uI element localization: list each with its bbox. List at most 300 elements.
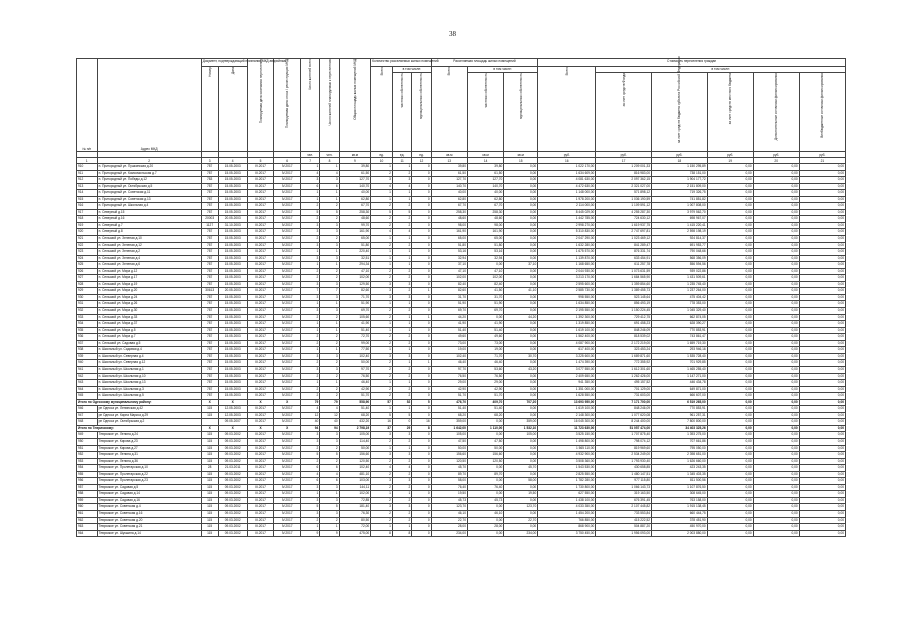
value-cell: 649 871,00 <box>652 386 708 393</box>
value-cell: 5 <box>320 452 339 459</box>
value-cell: IV.2017 <box>274 432 301 439</box>
value-cell: 19,00 <box>467 347 503 354</box>
value-cell: 0,00 <box>504 222 538 229</box>
value-cell: 2 <box>371 275 393 282</box>
value-cell: 129,50 <box>339 281 370 288</box>
value-cell: III.2017 <box>247 190 274 197</box>
value-cell: 504 887,20 <box>596 524 652 531</box>
value-cell: 1 <box>392 190 411 197</box>
value-cell: 741 851,82 <box>652 196 708 203</box>
value-cell: 0,00 <box>707 366 753 373</box>
subtotal-cell: 0,00 <box>707 425 753 432</box>
value-cell: 0 <box>412 366 431 373</box>
value-cell: 5 <box>392 412 411 419</box>
value-cell: 0,00 <box>799 242 845 249</box>
value-cell: 1 <box>392 327 411 334</box>
row-number-cell: 949 <box>77 432 98 439</box>
value-cell: 40,00 <box>467 190 503 197</box>
value-cell: 3 <box>371 452 393 459</box>
value-cell: 0,00 <box>504 177 538 184</box>
value-cell: 105,00 <box>339 432 370 439</box>
value-cell: 0,00 <box>504 190 538 197</box>
row-number-cell: 930 <box>77 294 98 301</box>
value-cell: 0,00 <box>504 268 538 275</box>
value-cell: 3 <box>300 366 319 373</box>
subtotal-cell: X <box>218 425 247 432</box>
value-cell: III.2017 <box>247 524 274 531</box>
row-number-cell: 924 <box>77 255 98 262</box>
value-cell: III.2017 <box>247 386 274 393</box>
value-cell: 787 <box>201 386 218 393</box>
value-cell: 102,40 <box>339 353 370 360</box>
value-cell: IV.2017 <box>274 281 301 288</box>
address-cell: п. Пригородный ул. Пушкинская д.20 <box>97 164 201 171</box>
value-cell: 1 319 850,00 <box>538 321 596 328</box>
value-cell: 53,16 <box>467 249 503 256</box>
value-cell: 8 445 029,00 <box>538 209 596 216</box>
value-cell: 98,00 <box>467 222 503 229</box>
value-cell: 0,00 <box>753 321 799 328</box>
subtotal-cell: X <box>201 399 218 406</box>
value-cell: 3 750 450,00 <box>538 530 596 537</box>
value-cell: 3 <box>300 432 319 439</box>
value-cell: 0,00 <box>753 216 799 223</box>
value-cell: 415 222,52 <box>596 517 652 524</box>
value-cell: 0,00 <box>707 229 753 236</box>
column-number-cell: 14 <box>467 158 503 164</box>
value-cell: 977 115,80 <box>596 478 652 485</box>
value-cell: 571 898,12 <box>596 190 652 197</box>
value-cell: 15.05.2003 <box>218 321 247 328</box>
value-cell: 2 <box>300 373 319 380</box>
value-cell: 2 <box>392 393 411 400</box>
value-cell: 1 634 609,00 <box>538 170 596 177</box>
value-cell: 1 147 271,00 <box>652 373 708 380</box>
value-cell: 115 <box>201 438 218 445</box>
value-cell: 0,00 <box>799 340 845 347</box>
value-cell: 16 045 300,00 <box>538 419 596 426</box>
value-cell: 0 <box>412 452 431 459</box>
value-cell: 31,70 <box>431 294 467 301</box>
row-number-cell: 921 <box>77 236 98 243</box>
value-cell: 787 <box>201 242 218 249</box>
value-cell: 1 454 200,00 <box>538 510 596 517</box>
value-cell: 1 <box>371 190 393 197</box>
value-cell: 3 525 150,00 <box>538 432 596 439</box>
value-cell: III.2017 <box>247 209 274 216</box>
value-cell: 3 <box>320 242 339 249</box>
value-cell: 49,60 <box>467 334 503 341</box>
value-cell: 0,00 <box>799 393 845 400</box>
value-cell: 0,00 <box>753 229 799 236</box>
value-cell: 140,70 <box>339 183 370 190</box>
value-cell: 0,00 <box>799 517 845 524</box>
value-cell: 76,50 <box>467 373 503 380</box>
value-cell: 1 235 745,40 <box>652 281 708 288</box>
value-cell: 2 321 027,00 <box>596 183 652 190</box>
value-cell: 156,60 <box>431 452 467 459</box>
value-cell: 09.05.2007 <box>218 419 247 426</box>
value-cell: 0,00 <box>707 242 753 249</box>
value-cell: 3 <box>300 510 319 517</box>
value-cell: IV.2017 <box>274 190 301 197</box>
value-cell: 2 <box>371 216 393 223</box>
value-cell: 790 048,66 <box>652 249 708 256</box>
value-cell: 0,00 <box>799 373 845 380</box>
row-number-cell: 959 <box>77 497 98 504</box>
value-cell: 48,60 <box>431 216 467 223</box>
unit-cell: руб. <box>799 152 845 158</box>
unit-cell: кв.м <box>431 152 467 158</box>
value-cell: 0,00 <box>504 196 538 203</box>
value-cell: 40,00 <box>339 190 370 197</box>
value-cell: 0,00 <box>753 419 799 426</box>
value-cell: 0,00 <box>753 478 799 485</box>
value-cell: 1 <box>412 360 431 367</box>
value-cell: 0,00 <box>799 294 845 301</box>
value-cell: 2 <box>392 438 411 445</box>
value-cell: 67,70 <box>431 203 467 210</box>
row-number-cell: 915 <box>77 196 98 203</box>
value-cell: 8 <box>392 530 411 537</box>
value-cell: 0,00 <box>707 249 753 256</box>
value-cell: 0,00 <box>504 327 538 334</box>
value-cell: 0,00 <box>753 360 799 367</box>
value-cell: 6 <box>300 478 319 485</box>
value-cell: 53,16 <box>431 249 467 256</box>
value-cell: 65,00 <box>431 236 467 243</box>
value-cell: 787 <box>201 281 218 288</box>
value-cell: 2 <box>320 203 339 210</box>
value-cell: 0,00 <box>753 432 799 439</box>
value-cell: 19,50 <box>504 491 538 498</box>
value-cell: 0,00 <box>799 353 845 360</box>
value-cell: 09.03.2002 <box>218 452 247 459</box>
value-cell: 0,00 <box>753 452 799 459</box>
value-cell: 30613 <box>201 288 218 295</box>
subtotal-cell: 94 <box>300 425 319 432</box>
value-cell: 0 <box>412 471 431 478</box>
value-cell: 0,00 <box>707 183 753 190</box>
value-cell: 0,00 <box>707 262 753 269</box>
value-cell: 2 <box>320 373 339 380</box>
row-number-cell: 961 <box>77 510 98 517</box>
value-cell: III.2017 <box>247 275 274 282</box>
value-cell: 3 979 562,70 <box>652 209 708 216</box>
value-cell: 2 <box>371 510 393 517</box>
value-cell: 0 <box>412 301 431 308</box>
value-cell: 0,00 <box>707 340 753 347</box>
value-cell: 1 659 719,30 <box>652 340 708 347</box>
value-cell: 7 <box>320 288 339 295</box>
subtotal-cell: 0,00 <box>707 399 753 406</box>
value-cell: 0,00 <box>753 491 799 498</box>
value-cell: 816 983,00 <box>596 170 652 177</box>
subtotal-label: Итого по Тевризскому: <box>77 425 202 432</box>
value-cell: 1 <box>320 196 339 203</box>
value-cell: 161,90 <box>431 229 467 236</box>
value-cell: 3 <box>371 281 393 288</box>
value-cell: 1 <box>320 347 339 354</box>
value-cell: 32,94 <box>467 255 503 262</box>
value-cell: IV.2017 <box>274 314 301 321</box>
value-cell: 37,10 <box>431 262 467 269</box>
row-number-cell: 963 <box>77 524 98 531</box>
header-cost-incl: в том числе: <box>596 67 846 73</box>
value-cell: 61,50 <box>431 170 467 177</box>
value-cell: 1 345 403,35 <box>652 471 708 478</box>
subtotal-cell: 51 057 474,00 <box>596 425 652 432</box>
value-cell: 4 <box>300 406 319 413</box>
value-cell: 1 <box>371 406 393 413</box>
value-cell: 0,00 <box>707 380 753 387</box>
value-cell: 0,00 <box>799 190 845 197</box>
header-rooms-total: Всего <box>371 67 393 152</box>
value-cell: 2 534 249,00 <box>596 452 652 459</box>
row-number-cell: 919 <box>77 222 98 229</box>
row-number-cell: 914 <box>77 190 98 197</box>
row-number-cell: 910 <box>77 164 98 171</box>
value-cell: 1 <box>392 524 411 531</box>
value-cell: 0,00 <box>504 510 538 517</box>
value-cell: 0,00 <box>753 340 799 347</box>
value-cell: 0,00 <box>504 393 538 400</box>
value-cell: 787 <box>201 314 218 321</box>
value-cell: 3 <box>300 242 319 249</box>
value-cell: 666 607,00 <box>652 393 708 400</box>
value-cell: 0,00 <box>504 452 538 459</box>
address-cell: Тевризкое ул. Пролетарская д.10 <box>97 465 201 472</box>
value-cell: 1 626 660,00 <box>652 458 708 465</box>
value-cell: 0,00 <box>707 419 753 426</box>
value-cell: 50,00 <box>467 445 503 452</box>
value-cell: 787 <box>201 209 218 216</box>
value-cell: 2 <box>371 308 393 315</box>
value-cell: III.2017 <box>247 183 274 190</box>
value-cell: 1 <box>300 190 319 197</box>
subtotal-cell: 8 <box>412 425 431 432</box>
value-cell: 3 <box>320 177 339 184</box>
value-cell: III.2017 <box>247 281 274 288</box>
value-cell: 82,40 <box>431 281 467 288</box>
subtotal-cell: 13 693 950,00 <box>538 399 596 406</box>
row-number-cell: 912 <box>77 177 98 184</box>
value-cell: III.2017 <box>247 406 274 413</box>
value-cell: 1 793 930,40 <box>596 458 652 465</box>
value-cell: 0,00 <box>707 164 753 171</box>
value-cell: 0,00 <box>753 255 799 262</box>
value-cell: 0,00 <box>504 242 538 249</box>
value-cell: 234,00 <box>504 530 538 537</box>
value-cell: 0,00 <box>799 491 845 498</box>
value-cell: 876 331,74 <box>596 249 652 256</box>
value-cell: 1 <box>392 196 411 203</box>
value-cell: 628 390,27 <box>652 321 708 328</box>
value-cell: 3 <box>300 229 319 236</box>
value-cell: 1 <box>300 196 319 203</box>
value-cell: 0,00 <box>753 222 799 229</box>
value-cell: 0,00 <box>753 275 799 282</box>
value-cell: 0,00 <box>799 478 845 485</box>
row-number-cell: 954 <box>77 465 98 472</box>
value-cell: 102,00 <box>467 275 503 282</box>
value-cell: 0,00 <box>753 347 799 354</box>
value-cell: 115 <box>201 484 218 491</box>
value-cell: 6 <box>300 183 319 190</box>
value-cell: 31.10.2003 <box>218 222 247 229</box>
value-cell: III.2017 <box>247 262 274 269</box>
value-cell: 0,00 <box>504 438 538 445</box>
value-cell: 51,90 <box>339 301 370 308</box>
value-cell: III.2017 <box>247 334 274 341</box>
value-cell: 3 <box>300 222 319 229</box>
value-cell: 1 <box>371 262 393 269</box>
value-cell: 0,00 <box>753 504 799 511</box>
value-cell: 2 <box>392 517 411 524</box>
value-cell: 3 <box>300 438 319 445</box>
value-cell: 0,00 <box>707 393 753 400</box>
value-cell: 46,10 <box>467 510 503 517</box>
value-cell: 0 <box>412 478 431 485</box>
value-cell: 4 <box>371 465 393 472</box>
value-cell: 0,00 <box>504 183 538 190</box>
value-cell: 115 <box>201 412 218 419</box>
address-cell: Тевризкое ул. Кирова д.27 <box>97 445 201 452</box>
value-cell: 1 <box>300 321 319 328</box>
value-cell: III.2017 <box>247 288 274 295</box>
value-cell: 0,00 <box>799 471 845 478</box>
address-cell: Тевризкое ул. Советская д.4 <box>97 504 201 511</box>
value-cell: 0 <box>412 353 431 360</box>
value-cell: 0 <box>412 347 431 354</box>
value-cell: 724 630,12 <box>596 216 652 223</box>
address-cell: п. Пригородный ул. Победы д.12 <box>97 177 201 184</box>
value-cell: 3 <box>392 504 411 511</box>
value-cell: 0,00 <box>504 301 538 308</box>
value-cell: 738 151,00 <box>652 170 708 177</box>
value-cell: 475,00 <box>339 530 370 537</box>
value-cell: 15.05.2003 <box>218 301 247 308</box>
value-cell: 1 <box>320 190 339 197</box>
value-cell: 475 404,42 <box>652 294 708 301</box>
value-cell: 0,00 <box>504 360 538 367</box>
value-cell: 42,90 <box>431 386 467 393</box>
value-cell: 0,00 <box>504 203 538 210</box>
value-cell: 787 <box>201 321 218 328</box>
value-cell: 105,60 <box>339 314 370 321</box>
value-cell: 2 <box>392 366 411 373</box>
subtotal-cell: 29 <box>392 425 411 432</box>
value-cell: 0,00 <box>707 458 753 465</box>
value-cell: 2 <box>300 314 319 321</box>
value-cell: 0,00 <box>707 347 753 354</box>
header-doc-date: Дата <box>218 67 247 152</box>
value-cell: 0,00 <box>753 177 799 184</box>
value-cell: 99,00 <box>339 340 370 347</box>
value-cell: 15.05.2003 <box>218 327 247 334</box>
row-number-cell: 956 <box>77 478 98 485</box>
value-cell: 1 474 390,00 <box>538 360 596 367</box>
value-cell: 105,00 <box>431 432 467 439</box>
value-cell: 258,30 <box>339 209 370 216</box>
value-cell: 0 <box>412 222 431 229</box>
value-cell: 4 <box>320 471 339 478</box>
value-cell: 0,00 <box>467 465 503 472</box>
subtotal-cell: 558,90 <box>339 399 370 406</box>
value-cell: 1 <box>392 406 411 413</box>
value-cell: III.2017 <box>247 229 274 236</box>
value-cell: 0,00 <box>707 353 753 360</box>
value-cell: 2 <box>320 340 339 347</box>
value-cell: 09.03.2002 <box>218 491 247 498</box>
value-cell: III.2017 <box>247 321 274 328</box>
value-cell: 787 <box>201 183 218 190</box>
value-cell: 15.05.2003 <box>218 164 247 171</box>
value-cell: 40 <box>320 419 339 426</box>
value-cell: 2 <box>371 334 393 341</box>
value-cell: 99,70 <box>339 222 370 229</box>
value-cell: 1 442 785,00 <box>538 216 596 223</box>
value-cell: 0,00 <box>799 412 845 419</box>
value-cell: IV.2017 <box>274 452 301 459</box>
value-cell: 2 <box>320 393 339 400</box>
value-cell: IV.2017 <box>274 249 301 256</box>
value-cell: IV.2017 <box>274 386 301 393</box>
value-cell: 556 594,56 <box>652 262 708 269</box>
value-cell: 2 <box>300 393 319 400</box>
value-cell: 0,00 <box>753 445 799 452</box>
value-cell: 1 073 631,59 <box>596 268 652 275</box>
value-cell: 1 730 800,00 <box>538 484 596 491</box>
value-cell: 0,00 <box>799 432 845 439</box>
address-cell: п. Сельский ул. Мира д.19 <box>97 281 201 288</box>
address-cell: рп Одесса ул. Ленинская д.42 <box>97 406 201 413</box>
value-cell: 795 050,00 <box>652 445 708 452</box>
value-cell: 1 612 301,60 <box>596 366 652 373</box>
value-cell: 0 <box>412 393 431 400</box>
header-address: Адрес МКД <box>97 59 201 152</box>
value-cell: 16 <box>412 419 431 426</box>
value-cell: 15.05.2003 <box>218 203 247 210</box>
value-cell: 0,00 <box>504 484 538 491</box>
value-cell: 156,60 <box>339 452 370 459</box>
subtotal-cell: X <box>247 425 274 432</box>
value-cell: 0,00 <box>753 327 799 334</box>
value-cell: 2 <box>392 386 411 393</box>
value-cell: 0,00 <box>467 504 503 511</box>
address-cell: п. Сельский ул. Зеленая д.6 <box>97 262 201 269</box>
value-cell: 5 <box>392 209 411 216</box>
value-cell: 2 151 809,00 <box>652 183 708 190</box>
value-cell: IV.2017 <box>274 209 301 216</box>
value-cell: 0,00 <box>753 386 799 393</box>
value-cell: 3 <box>300 281 319 288</box>
value-cell: 4 472 630,00 <box>538 183 596 190</box>
unit-cell: ед. <box>371 152 393 158</box>
value-cell: 45,70 <box>431 465 467 472</box>
value-cell: 0,00 <box>799 419 845 426</box>
value-cell: 4 <box>300 471 319 478</box>
value-cell: 2 <box>300 275 319 282</box>
value-cell: 0,00 <box>467 419 503 426</box>
address-cell: п. Сельский ул. Мира д.5 <box>97 327 201 334</box>
value-cell: 1 <box>300 524 319 531</box>
value-cell: 0,00 <box>799 216 845 223</box>
value-cell: 924 814,37 <box>652 236 708 243</box>
value-cell: 32,51 <box>339 255 370 262</box>
value-cell: 0,00 <box>504 497 538 504</box>
housing-relocation-table-sheet <box>76 58 846 537</box>
